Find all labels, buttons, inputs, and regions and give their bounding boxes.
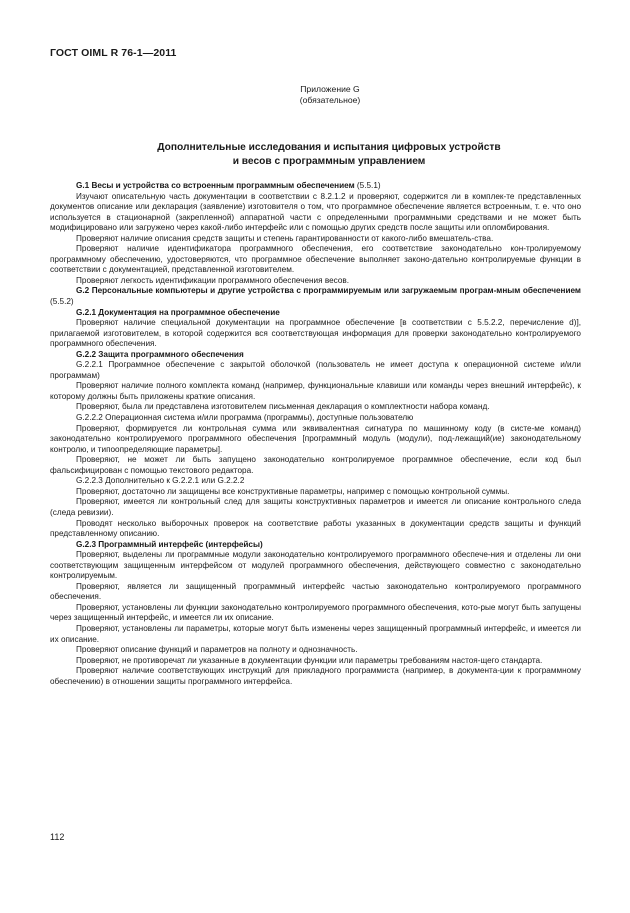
annex-title-line-1: Дополнительные исследования и испытания цифровых устройств xyxy=(157,142,501,153)
paragraph-text: Проверяют наличие полного комплекта команд (например, функциональные клавиши или команды через внешний интерфейс), к которому должны быть приложены краткие описания. xyxy=(50,381,581,401)
paragraph-heading: G.2.3 Программный интерфейс (интерфейсы) xyxy=(76,539,263,549)
paragraph-text: Проверяют, формируется ли контрольная сумма или эквивалентная сигнатура по машинному коду (в систе-ме команд) законодательно контролируемого программного обеспечения [программный модуль (модули), под-лежащий(ие) законодательному контролю, и типоопределяющие параметры]. xyxy=(50,423,581,454)
paragraph-text: Проверяют, выделены ли программные модули законодательно контролируемого программного обеспече-ния и отделены ли они соответствующим защищенным интерфейсом от модулей программного обеспечения, действующего совместно с законодательно контролируемым. xyxy=(50,550,581,581)
page-number: 112 xyxy=(50,832,65,842)
paragraph-text: Проверяют, установлены ли функции законодательно контролируемого программного обеспечения, кото-рые могут быть запущены через защищенный интерфейс, и имеется ли их описание. xyxy=(50,602,581,623)
paragraph-text: (5.5.2) xyxy=(50,297,74,307)
paragraph-text: Проверяют, имеется ли контрольный след для защиты конструктивных параметров и имеется ли описание контрольного следа (следа ревизии). xyxy=(50,497,581,517)
paragraph-text: G.2.2.2 Операционная система и/или программа (программы), доступные пользователю xyxy=(76,413,414,423)
paragraph xyxy=(50,424,581,456)
paragraph-text: Проверяют легкость идентификации программного обеспечения весов. xyxy=(76,275,350,285)
annex-title-line-2: и весов с программным управлением xyxy=(232,156,426,167)
paragraph-text: Проверяют, не может ли быть запущено законодательно контролируемое программное обеспечение, если код был фальсифицирован с помощью текстового редактора. xyxy=(50,455,581,475)
paragraph xyxy=(50,181,581,192)
document-code-header: ГОСТ OIML R 76-1—2011 xyxy=(50,47,177,59)
paragraph xyxy=(50,476,581,487)
paragraph-text: Проверяют, является ли защищенный программный интерфейс частью законодательно контролируемого программного обеспечения. xyxy=(50,581,581,602)
paragraph xyxy=(50,192,581,234)
paragraph-text: Проверяют, была ли представлена изготовителем письменная декларация о комплектности набора команд. xyxy=(76,402,490,412)
paragraph xyxy=(50,360,581,381)
paragraph-text: G.2.2.3 Дополнительно к G.2.2.1 или G.2.2.2 xyxy=(76,476,245,486)
paragraph-text: Проверяют наличие специальной документации на программное обеспечение [в соответствии с 5.5.2.2, перечисление d)], прилагаемой изготовителем, в которой содержится вся соответствующая информация для проверки законодательно контролируемого программного обеспечения. xyxy=(50,318,581,349)
paragraph-heading: G.2.1 Документация на программное обеспечение xyxy=(76,307,280,317)
paragraph xyxy=(50,276,581,287)
annex-heading xyxy=(0,84,630,106)
paragraph-text: Проводят несколько выборочных проверок на соответствие работы указанных в документации средств защиты и функций представленному описанию. xyxy=(50,518,581,539)
document-body xyxy=(50,181,581,687)
paragraph xyxy=(50,244,581,276)
paragraph xyxy=(50,413,581,424)
paragraph-heading: G.1 Весы и устройства со встроенным программным обеспечением xyxy=(76,181,355,190)
paragraph-heading: G.2.2 Защита программного обеспечения xyxy=(76,349,244,359)
paragraph-text: Проверяют описание функций и параметров на полноту и однозначность. xyxy=(76,645,358,655)
paragraph-text: Проверяют, не противоречат ли указанные в документации функции или параметры требованиям настоя-щего стандарта. xyxy=(76,655,543,665)
paragraph xyxy=(50,234,581,245)
paragraph xyxy=(50,603,581,624)
paragraph xyxy=(50,286,581,307)
paragraph xyxy=(50,519,581,540)
paragraph xyxy=(50,666,581,687)
paragraph xyxy=(50,550,581,582)
paragraph xyxy=(50,624,581,645)
paragraph xyxy=(50,308,581,319)
annex-status: (обязательное) xyxy=(299,95,361,105)
paragraph-text: Проверяют наличие идентификатора программного обеспечения, его соответствие законодательно кон-тролируемому программному обеспечению, удостоверяются, что программное обеспечение выполняет законо-дательно контролируемые функции в соответствии с документацией, представленной изготовителем. xyxy=(50,244,581,275)
annex-label: Приложение G xyxy=(300,84,360,94)
paragraph-text: Проверяют наличие соответствующих инструкций для прикладного программиста (например, в документа-ции к программному обеспечению) в отношении защиты программного интерфейса. xyxy=(50,666,581,686)
paragraph xyxy=(50,381,581,402)
paragraph xyxy=(50,318,581,350)
paragraph xyxy=(50,645,581,656)
paragraph-text: Проверяют, установлены ли параметры, которые могут быть изменены через защищенный программный интерфейс, и имеется ли их описание. xyxy=(50,623,581,644)
paragraph xyxy=(50,582,581,603)
paragraph-text: Проверяют наличие описания средств защиты и степень гарантированности от какого-либо вмешатель-ства. xyxy=(76,233,494,243)
annex-title xyxy=(0,141,630,169)
paragraph xyxy=(50,455,581,476)
paragraph xyxy=(50,350,581,361)
paragraph-text: (5.5.1) xyxy=(354,181,381,190)
paragraph xyxy=(50,402,581,413)
paragraph xyxy=(50,487,581,498)
paragraph-text: G.2.2.1 Программное обеспечение с закрытой оболочкой (пользователь не имеет доступа к операционной системе и/или программам) xyxy=(50,360,581,380)
paragraph xyxy=(50,540,581,551)
paragraph-text: Изучают описательную часть документации в соответствии с 8.2.1.2 и проверяют, содержится ли в комплек-те представленных документов описание или декларация (заявление) изготовителя о том, что программное обеспечение является встроенным, т. е. что оно используется в стационарной (закрепленной) аппаратной части с определенными программными средствами и не может быть модифицировано или загружено через какой-либо интерфейс или с помощью других средств после защиты или опломбирования. xyxy=(50,191,581,233)
paragraph xyxy=(50,497,581,518)
paragraph-text: Проверяют, достаточно ли защищены все конструктивные параметры, например с помощью контрольной суммы. xyxy=(76,486,510,496)
paragraph xyxy=(50,656,581,667)
paragraph-heading: G.2 Персональные компьютеры и другие устройства с программируемым или загружаемым програм-мным обеспечением xyxy=(76,286,581,296)
